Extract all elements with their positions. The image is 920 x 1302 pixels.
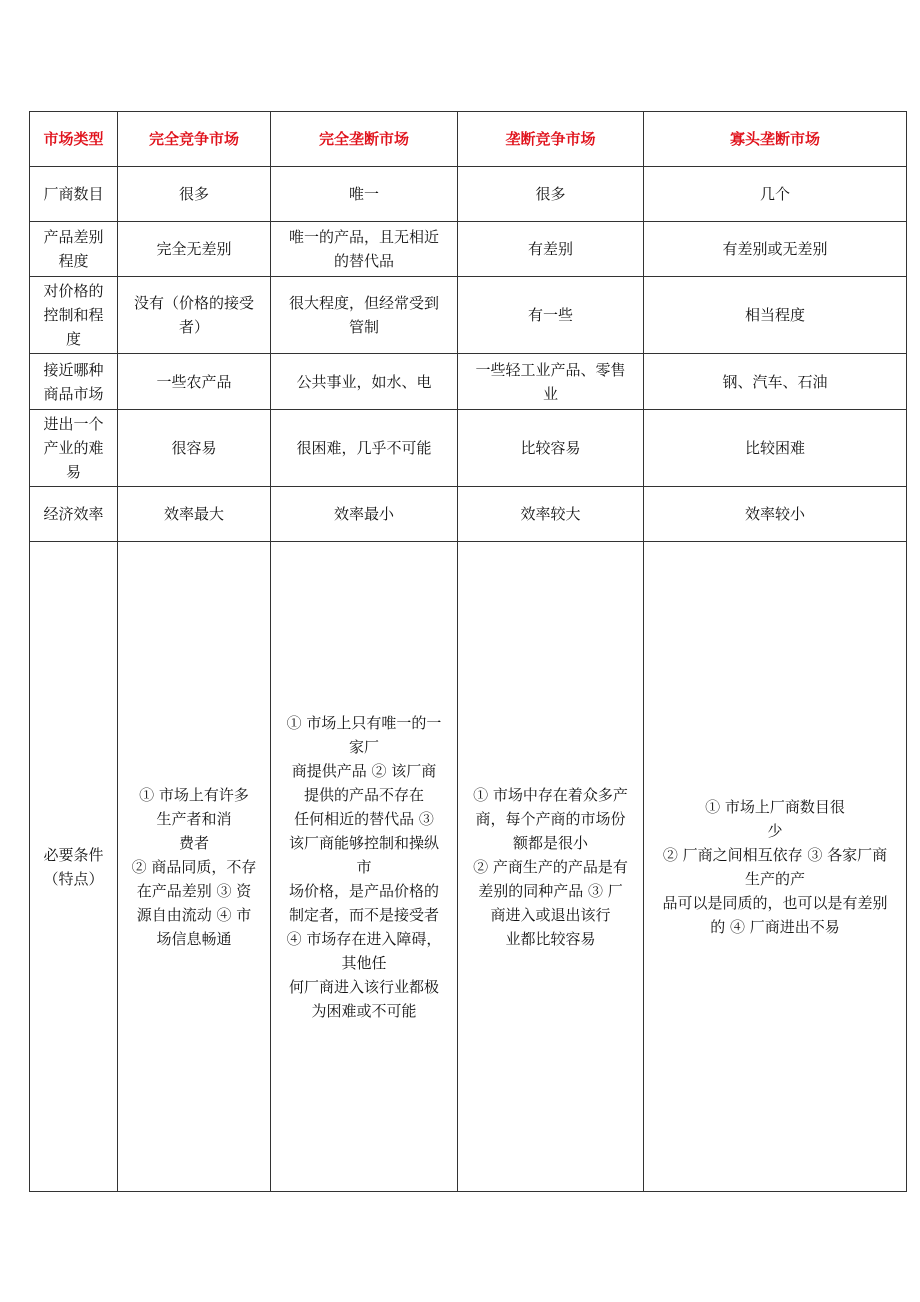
table-cell <box>644 410 907 487</box>
row-label-line: 经济效率 <box>43 505 104 523</box>
cell-line: 唯一 <box>348 185 379 203</box>
row-label-line: 商品市场 <box>43 384 104 403</box>
row-label <box>30 410 118 487</box>
cell-line: 为困难或不可能 <box>311 1001 417 1020</box>
table-cell <box>458 354 644 410</box>
cell-line: 其他任 <box>341 953 387 972</box>
table-cell <box>644 542 907 1192</box>
table-cell <box>458 487 644 542</box>
row-label-line: 接近哪种 <box>43 360 104 379</box>
table-cell <box>118 542 271 1192</box>
cell-line: 提供的产品不存在 <box>303 785 424 804</box>
table-cell <box>271 487 458 542</box>
cell-line: 很容易 <box>171 439 217 457</box>
row-label <box>30 354 118 410</box>
cell-line: 比较容易 <box>520 439 581 457</box>
cell-line: 少 <box>767 821 783 840</box>
row-label-line: （特点） <box>43 869 104 888</box>
cell-line: 公共事业，如水、电 <box>296 372 432 391</box>
table-cell <box>271 410 458 487</box>
table-cell <box>458 167 644 222</box>
row-label <box>30 222 118 277</box>
row-label-line: 产业的难 <box>43 439 104 457</box>
row-label-line: 控制和程 <box>43 306 104 324</box>
cell-line: 商提供产品 ② 该厂商 <box>291 761 437 780</box>
row-label <box>30 487 118 542</box>
cell-line: 任何相近的替代品 ③ <box>294 809 434 828</box>
cell-line: 有一些 <box>527 306 573 324</box>
cell-line: 相当程度 <box>744 306 805 324</box>
cell-line: 制定者，而不是接受者 <box>288 905 439 924</box>
table-row <box>30 410 907 487</box>
cell-line: 很困难，几乎不可能 <box>296 439 432 457</box>
table-cell <box>644 167 907 222</box>
table-cell <box>644 277 907 354</box>
table-cell <box>271 277 458 354</box>
cell-line: 有差别或无差别 <box>722 240 828 258</box>
cell-line: 生产者和消 <box>156 809 232 828</box>
cell-line: 有差别 <box>527 240 573 258</box>
table-cell <box>271 354 458 410</box>
table-row <box>30 167 907 222</box>
header-oligopoly: 寡头垄断市场 <box>644 112 907 167</box>
cell-line: 完全无差别 <box>156 240 232 258</box>
cell-line: 钢、汽车、石油 <box>722 372 828 391</box>
table-cell <box>458 222 644 277</box>
cell-line: ① 市场上厂商数目很 <box>705 797 845 816</box>
cell-line: ① 市场上有许多 <box>139 785 249 804</box>
row-label-line: 程度 <box>58 252 89 270</box>
cell-line: 费者 <box>178 833 209 852</box>
cell-line: 效率较小 <box>744 505 805 523</box>
cell-line: 市 <box>356 857 372 876</box>
row-label-line: 度 <box>65 330 81 348</box>
cell-line: ② 厂商之间相互依存 ③ 各家厂商 <box>662 845 888 864</box>
row-label <box>30 542 118 1192</box>
table-cell <box>118 410 271 487</box>
cell-line: 效率最小 <box>333 505 394 523</box>
cell-line: 一些轻工业产品、零售 <box>475 360 626 379</box>
cell-line: 场信息畅通 <box>156 929 232 948</box>
row-label-line: 必要条件 <box>43 845 104 864</box>
cell-line: 商，每个产商的市场份 <box>475 809 626 828</box>
header-monopolistic-competition: 垄断竞争市场 <box>458 112 644 167</box>
cell-line: 何厂商进入该行业都极 <box>288 977 439 996</box>
cell-line: 效率最大 <box>163 505 224 523</box>
cell-line: 品可以是同质的，也可以是有差别 <box>662 893 888 912</box>
cell-line: 业 <box>542 384 558 403</box>
table-row <box>30 542 907 1192</box>
cell-line: 很多 <box>535 185 566 203</box>
cell-line: 一些农产品 <box>156 372 232 391</box>
table-cell <box>118 354 271 410</box>
cell-line: 额都是很小 <box>512 833 588 852</box>
table-cell <box>118 222 271 277</box>
cell-line: 者） <box>178 318 209 336</box>
cell-line: 几个 <box>759 185 790 203</box>
cell-line: ② 产商生产的产品是有 <box>473 857 628 876</box>
table-cell <box>118 277 271 354</box>
row-label-line: 对价格的 <box>43 282 104 300</box>
table-cell <box>458 410 644 487</box>
table-cell <box>271 167 458 222</box>
cell-line: 没有（价格的接受 <box>133 294 254 312</box>
cell-line: 该厂商能够控制和操纵 <box>288 833 439 852</box>
table-cell <box>644 487 907 542</box>
table-cell <box>118 487 271 542</box>
table-cell <box>458 277 644 354</box>
cell-line: 很大程度，但经常受到 <box>288 294 439 312</box>
table-row <box>30 277 907 354</box>
table-row <box>30 354 907 410</box>
table-cell <box>644 222 907 277</box>
cell-line: 商进入或退出该行 <box>490 905 611 924</box>
row-label-line: 产品差别 <box>43 228 104 246</box>
table-cell <box>458 542 644 1192</box>
row-label <box>30 167 118 222</box>
header-perfect-competition: 完全竞争市场 <box>118 112 271 167</box>
row-label-line: 易 <box>65 463 81 481</box>
cell-line: 比较困难 <box>744 439 805 457</box>
cell-line: ① 市场中存在着众多产 <box>473 785 628 804</box>
cell-line: 唯一的产品，且无相近 <box>288 228 439 246</box>
cell-line: 家厂 <box>348 737 379 756</box>
header-market-type: 市场类型 <box>30 112 118 167</box>
cell-line: 业都比较容易 <box>505 929 596 948</box>
header-monopoly: 完全垄断市场 <box>271 112 458 167</box>
market-comparison-table <box>29 111 907 1192</box>
cell-line: 的 ④ 厂商进出不易 <box>710 917 840 936</box>
cell-line: ① 市场上只有唯一的一 <box>286 713 442 732</box>
cell-line: 源自由流动 ④ 市 <box>136 905 252 924</box>
cell-line: 差别的同种产品 ③ 厂 <box>478 881 623 900</box>
row-label <box>30 277 118 354</box>
cell-line: ② 商品同质，不存 <box>131 857 257 876</box>
table-row <box>30 487 907 542</box>
cell-line: 效率较大 <box>520 505 581 523</box>
table-row <box>30 222 907 277</box>
cell-line: 生产的产 <box>744 869 805 888</box>
cell-line: 的替代品 <box>333 252 394 270</box>
table-cell <box>118 167 271 222</box>
table-cell <box>271 222 458 277</box>
table-cell <box>271 542 458 1192</box>
cell-line: 管制 <box>348 318 379 336</box>
row-label-line: 厂商数目 <box>43 185 104 203</box>
table-cell <box>644 354 907 410</box>
cell-line: 场价格，是产品价格的 <box>288 881 439 900</box>
cell-line: 很多 <box>178 185 209 203</box>
row-label-line: 进出一个 <box>43 415 104 433</box>
header-row <box>30 112 907 167</box>
cell-line: 在产品差别 ③ 资 <box>136 881 252 900</box>
cell-line: ④ 市场存在进入障碍， <box>286 929 442 948</box>
